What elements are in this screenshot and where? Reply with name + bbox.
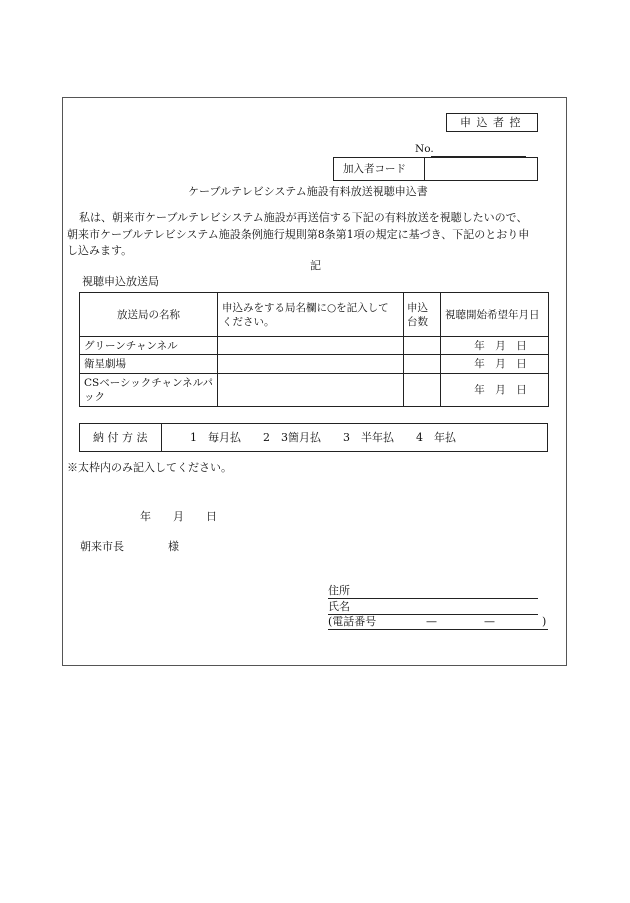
body-line-2: 朝来市ケーブルテレビシステム施設条例施行規則第8条第1項の規定に基づき、下記のとおり申 [67, 228, 530, 241]
header-select: 申込みをする局名欄に○を記入してください。 [218, 293, 404, 337]
fill-note: ※太枠内のみ記入してください。 [67, 461, 232, 474]
copy-label: 申 込 者 控 [460, 116, 522, 129]
select-cell[interactable] [218, 355, 404, 374]
station-name: CSベーシックチャンネルパック [80, 374, 218, 407]
phone-separator-2: — [484, 615, 495, 628]
date-line[interactable]: 年 月 日 [140, 510, 217, 523]
address-underline[interactable] [328, 598, 538, 599]
number-label: No. [415, 143, 434, 155]
phone-close: ) [542, 615, 547, 628]
address-label: 住所 [328, 584, 350, 597]
body-line-1: 私は、朝来市ケーブルテレビシステム施設が再送信する下記の有料放送を視聴したいので、 [79, 211, 528, 224]
select-cell[interactable] [218, 374, 404, 407]
start-date-cell[interactable]: 年 月 日 [441, 374, 549, 407]
ki-label: 記 [310, 259, 321, 272]
addressee: 朝来市長 様 [80, 540, 179, 553]
form-title: ケーブルテレビシステム施設有料放送視聴申込書 [188, 185, 428, 198]
subscriber-code-label: 加入者コード [343, 163, 406, 175]
phone-separator-1: — [426, 615, 437, 628]
header-count: 申込台数 [404, 293, 441, 337]
table-row [80, 337, 549, 355]
body-line-3: し込みます。 [67, 244, 133, 257]
station-table [79, 292, 549, 407]
start-date-cell[interactable]: 年 月 日 [441, 355, 549, 374]
payment-options[interactable]: 1 毎月払 2 3箇月払 3 半年払 4 年払 [190, 431, 456, 444]
table-header-row [80, 293, 549, 337]
name-label: 氏名 [328, 600, 350, 613]
table-row [80, 355, 549, 374]
station-name: グリーンチャンネル [80, 337, 218, 355]
count-cell[interactable] [404, 374, 441, 407]
subscriber-code-field[interactable] [426, 159, 536, 179]
header-station-name: 放送局の名称 [80, 293, 218, 337]
select-cell[interactable] [218, 337, 404, 355]
count-cell[interactable] [404, 355, 441, 374]
count-cell[interactable] [404, 337, 441, 355]
phone-underline[interactable] [328, 629, 548, 630]
subscriber-code-divider [424, 157, 425, 181]
table-row [80, 374, 549, 407]
phone-label: (電話番号 [328, 615, 377, 628]
payment-divider [161, 423, 162, 452]
header-start-date: 視聴開始希望年月日 [441, 293, 549, 337]
section-label: 視聴申込放送局 [82, 275, 159, 288]
start-date-cell[interactable]: 年 月 日 [441, 337, 549, 355]
station-name: 衛星劇場 [80, 355, 218, 374]
payment-label: 納 付 方 法 [93, 431, 148, 444]
